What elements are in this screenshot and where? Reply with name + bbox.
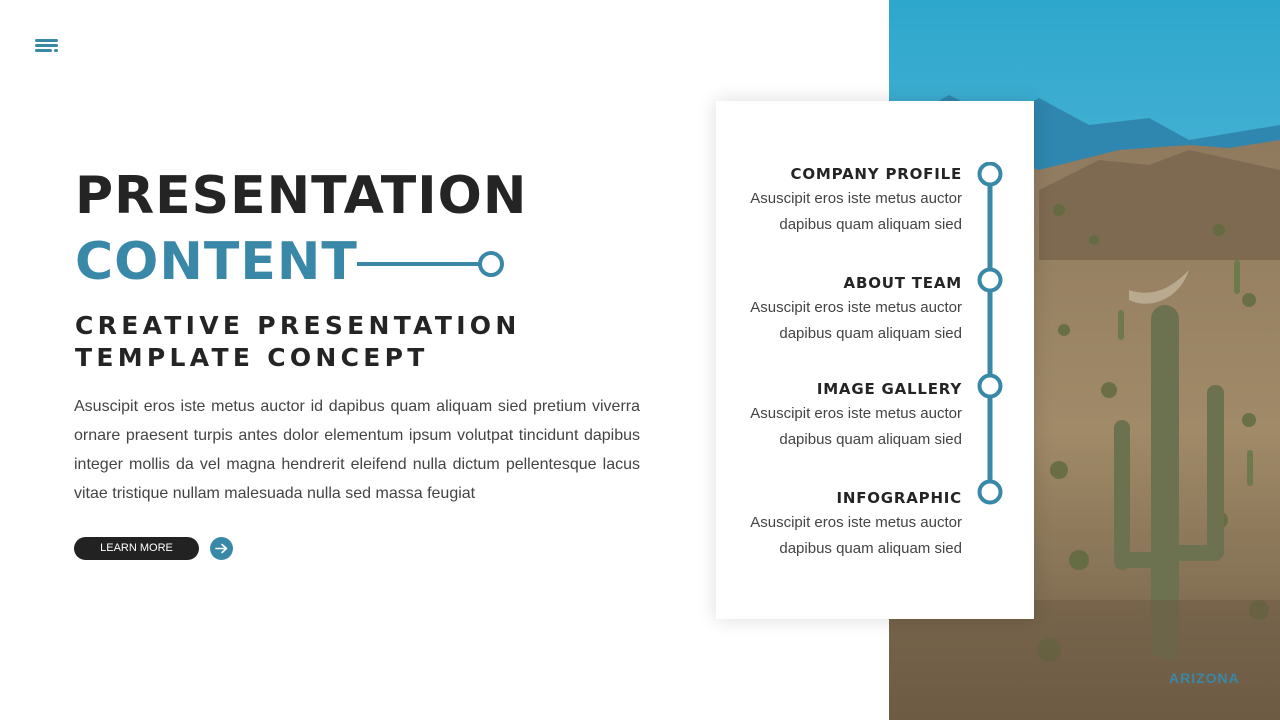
title-line-decoration	[357, 250, 507, 278]
body-paragraph: Asuscipit eros iste metus auctor id dapibus quam aliquam sied pretium viverra ornare praesent turpis antes dolor elementum ipsum volutpat tincidunt dapibus integer mollis da vel magna hendrerit eleifend nulla dictum pellentesque lacus vitae tristique nullam malesuada nulla sed massa feugiat	[74, 398, 640, 502]
subtitle	[75, 310, 521, 374]
timeline-item-image-gallery[interactable]	[722, 379, 962, 453]
timeline-item-description: Asuscipit eros iste metus auctor dapibus quam aliquam sied	[750, 514, 962, 557]
photo-caption: ARIZONA	[1169, 670, 1240, 686]
timeline-item-title: COMPANY PROFILE	[790, 165, 962, 183]
timeline-connector	[976, 162, 1004, 507]
arrow-right-icon	[214, 542, 229, 555]
page-title: PRESENTATION	[75, 166, 528, 226]
subtitle-line-2: TEMPLATE CONCEPT	[75, 343, 429, 372]
timeline-item-description: Asuscipit eros iste metus auctor dapibus quam aliquam sied	[750, 190, 962, 233]
arrow-right-button[interactable]	[210, 537, 233, 560]
timeline-item-description: Asuscipit eros iste metus auctor dapibus quam aliquam sied	[750, 299, 962, 342]
timeline-item-title: IMAGE GALLERY	[816, 380, 962, 398]
hamburger-menu-icon[interactable]	[35, 38, 59, 56]
timeline-item-about-team[interactable]	[722, 273, 962, 347]
learn-more-button[interactable]: LEARN MORE	[74, 537, 199, 560]
timeline-item-infographic[interactable]	[722, 488, 962, 562]
timeline-item-description: Asuscipit eros iste metus auctor dapibus quam aliquam sied	[750, 405, 962, 448]
subtitle-line-1: CREATIVE PRESENTATION	[75, 311, 521, 340]
timeline-item-company-profile[interactable]	[722, 164, 962, 238]
timeline-item-title: ABOUT TEAM	[843, 274, 962, 292]
page-title-accent: CONTENT	[75, 232, 358, 292]
timeline-item-title: INFOGRAPHIC	[836, 489, 962, 507]
